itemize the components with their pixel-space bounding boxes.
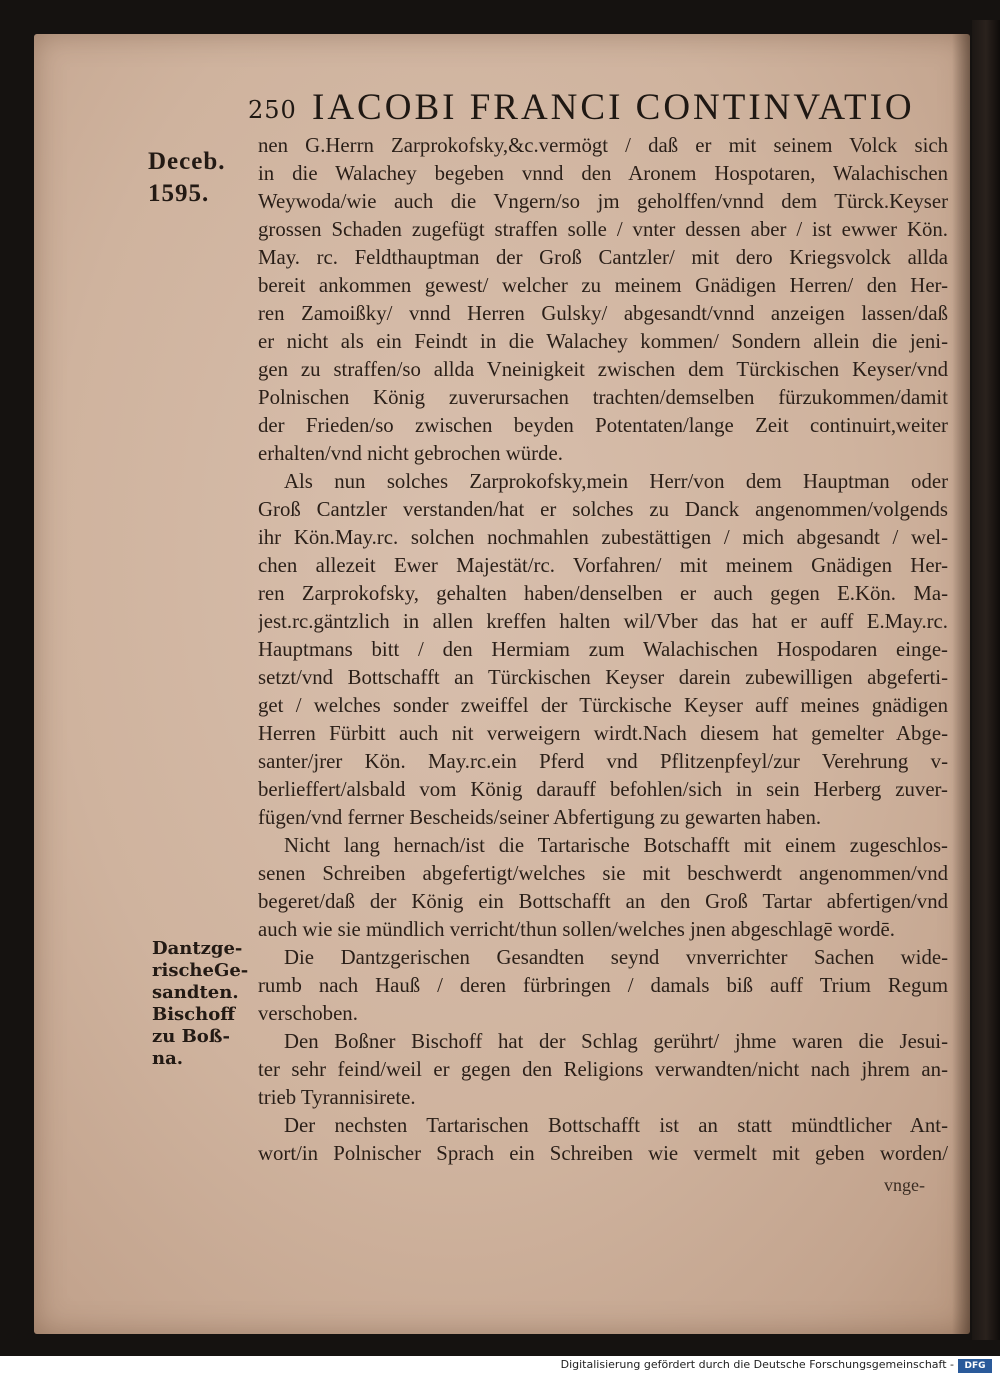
text-line: fügen/vnd ferrner Bescheids/seiner Abfertigung zu gewarten haben. [258, 806, 822, 829]
text-line: der Frieden/so zwischen beyden Potentaten/lange Zeit continuirt,weiter [258, 414, 948, 437]
text-line: Groß Cantzler verstanden/hat er solches zu Danck angenommen/volgends [258, 498, 948, 521]
text-line: er nicht als ein Feindt in die Walachey kommen/ Sondern allein die jeni- [258, 330, 948, 353]
funding-notice: Digitalisierung gefördert durch die Deutsche Forschungsgemeinschaft - [560, 1358, 954, 1371]
text-line: Den Boßner Bischoff hat der Schlag gerührt/ jhme waren die Jesui- [284, 1030, 948, 1053]
text-line: Hauptmans bitt / den Hermiam zum Walachischen Hospodaren einge- [258, 638, 948, 661]
margin-note-line: Dantzge- [152, 938, 243, 959]
text-line: Nicht lang hernach/ist die Tartarische Botschafft mit einem zugeschlos- [284, 834, 948, 857]
margin-notes [152, 938, 252, 1070]
dfg-logo: DFG [958, 1359, 992, 1373]
text-line: begeret/daß der König ein Bottschafft an den Groß Tartar abfertigen/vnd [258, 890, 948, 913]
margin-note-line: zu Boß- [152, 1026, 230, 1047]
text-line: Der nechsten Tartarischen Bottschafft ist an statt mündtlicher Ant- [284, 1114, 948, 1137]
text-line: May. rc. Feldthauptman der Groß Cantzler/ mit dero Kriegsvolck allda [258, 246, 948, 269]
text-line: jest.rc.gäntzlich in allen kreffen halten wil/Vber das hat er auff E.May.rc. [258, 610, 948, 633]
book-spine [972, 20, 1000, 1340]
text-line: trieb Tyrannisirete. [258, 1086, 416, 1109]
page-header [248, 86, 915, 132]
body-text [258, 132, 948, 1168]
text-line: Polnischen König zuverursachen trachten/demselben fürzukommen/damit [258, 386, 948, 409]
margin-date [148, 146, 238, 210]
page-number: 250 [248, 96, 297, 124]
text-line: Weywoda/wie auch die Vngern/so jm geholffen/vnnd dem Türck.Keyser [258, 190, 948, 213]
text-line: setzt/vnd Bottschafft an Türckischen Keyser darein zubewilligen abgeferti- [258, 666, 948, 689]
text-line: wort/in Polnischer Sprach ein Schreiben wie vermelt mit geben worden/ [258, 1142, 948, 1165]
text-line: auch wie sie mündlich verricht/thun sollen/welches jnen abgeschlagē wordē. [258, 918, 895, 941]
text-line: chen allezeit Ewer Majestät/rc. Vorfahren/ mit meinem Gnädigen Her- [258, 554, 948, 577]
text-line: verschoben. [258, 1002, 358, 1025]
text-line: berlieffert/alsbald vom König darauff befohlen/sich in sein Herberg zuver- [258, 778, 948, 801]
margin-note-line: sandten. [152, 982, 239, 1003]
text-line: grossen Schaden zugefügt straffen solle / vnter dessen aber / ist ewwer Kön. [258, 218, 948, 241]
text-line: Als nun solches Zarprokofsky,mein Herr/von dem Hauptman oder [284, 470, 948, 493]
text-line: Die Dantzgerischen Gesandten seynd vnverrichter Sachen wide- [284, 946, 948, 969]
text-line: rumb nach Hauß / deren fürbringen / damals biß auff Trium Regum [258, 974, 948, 997]
margin-note-line: rischeGe- [152, 960, 249, 981]
text-line: gen zu straffen/so allda Vneinigkeit zwischen dem Türckischen Keyser/vnd [258, 358, 948, 381]
text-line: ter sehr feind/weil er gegen den Religions verwandten/nicht nach jhrem an- [258, 1058, 948, 1081]
digitization-footer [0, 1356, 1000, 1377]
catchword: vnge- [884, 1175, 925, 1195]
margin-note-line: na. [152, 1048, 184, 1069]
text-line: bereit ankommen gewest/ welcher zu meinem Gnädigen Herren/ den Her- [258, 274, 948, 297]
text-line: ihr Kön.May.rc. solchen nochmahlen zubestättigen / mich abgesandt / wel- [258, 526, 948, 549]
margin-date-year: 1595. [148, 180, 210, 207]
text-line: Herren Fürbitt auch nit verweigern wirdt.Nach diesem hat gemelter Abge- [258, 722, 948, 745]
text-line: erhalten/vnd nicht gebrochen würde. [258, 442, 563, 465]
margin-date-month: Deceb. [148, 148, 226, 175]
text-line: in die Walachey begeben vnnd den Aronem Hospotaren, Walachischen [258, 162, 948, 185]
running-title: IACOBI FRANCI CONTINVATIO [312, 87, 915, 128]
text-line: ren Zarprokofsky, gehalten haben/denselben er auch gegen E.Kön. Ma- [258, 582, 948, 605]
margin-note-line: Bischoff [152, 1004, 236, 1025]
text-line: get / welches sonder zweiffel der Türckische Keyser auff meines gnädigen [258, 694, 948, 717]
text-line: santer/jrer Kön. May.rc.ein Pferd vnd Pflitzenpfeyl/zur Verehrung v- [258, 750, 948, 773]
text-line: nen G.Herrn Zarprokofsky,&c.vermögt / daß er mit seinem Volck sich [258, 134, 948, 157]
text-line: ren Zamoißky/ vnnd Herren Gulsky/ abgesandt/vnnd anzeigen lassen/daß [258, 302, 948, 325]
text-line: senen Schreiben abgefertigt/welches sie mit beschwerdt angenommen/vnd [258, 862, 948, 885]
